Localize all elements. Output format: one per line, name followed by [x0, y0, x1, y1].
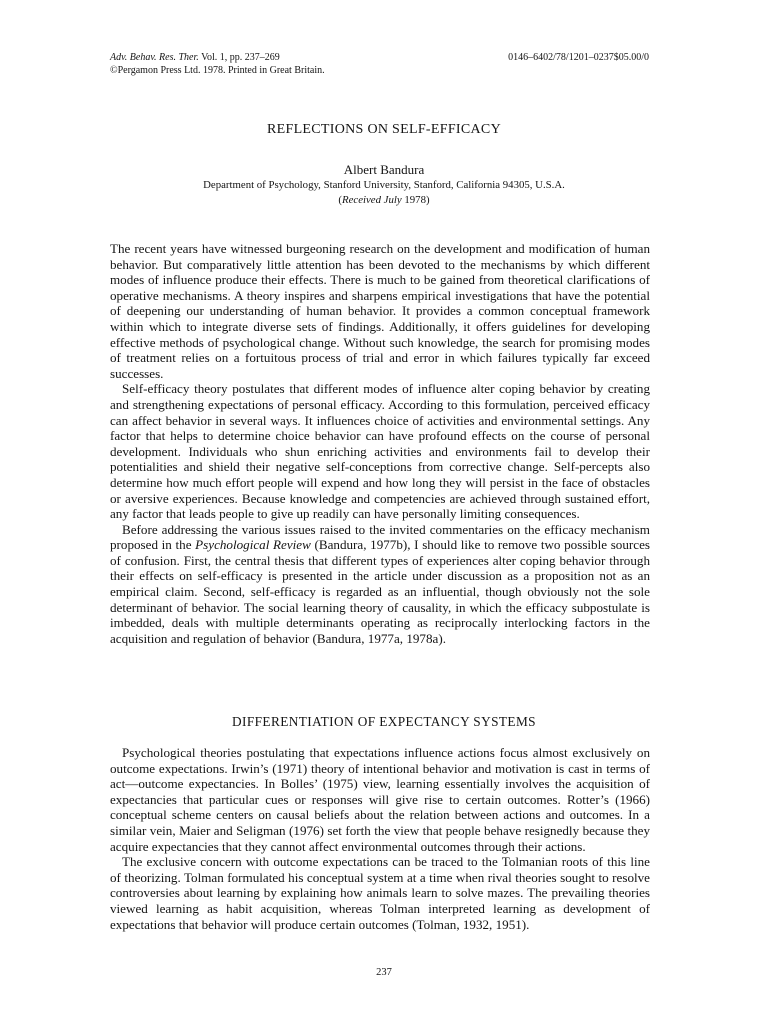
received-date: (Received July 1978)	[338, 194, 430, 206]
intro-paragraph-2: Self-efficacy theory postulates that different modes of influence alter coping behavior by creating and strengthening expectations of personal efficacy. According to this formulation, perceived efficacy can affect behavior in several ways. It influences choice of activities and environmental settings. Any factor that helps to determine choice behavior can have profound effects on the course of personal development. Individuals who shun enriching activities and environments fail to develop their potentialities and shield their negative self-conceptions from corrective change. Self-percepts also determine how much effort people will expend and how long they will persist in the face of obstacles or aversive experiences. Because knowledge and competencies are achieved through sustained effort, any factor that leads people to give up readily can have personally limiting consequences.	[110, 381, 650, 522]
article-code: 0146–6402/78/1201–0237$05.00/0	[508, 52, 649, 63]
section-heading: DIFFERENTIATION OF EXPECTANCY SYSTEMS	[232, 714, 536, 729]
section-paragraph-1: Psychological theories postulating that expectations influence actions focus almost exclusively on outcome expectations. Irwin’s (1971) theory of intentional behavior and motivation is cast in terms of act—outcome expectancies. In Bolles’ (1975) view, learning essentially involves the acquisition of expectancies that particular cues or responses will give rise to certain outcomes. Rotter’s (1966) conceptual scheme centers on causal beliefs about the relation between actions and outcomes. In a similar vein, Maier and Seligman (1976) set forth the view that people behave resignedly because they acquire expectancies that they cannot affect environmental outcomes through their actions.	[110, 745, 650, 854]
expectancy-section	[110, 745, 650, 932]
section-paragraph-2: The exclusive concern with outcome expectations can be traced to the Tolmanian roots of this line of theorizing. Tolman formulated his conceptual system at a time when rival theories sought to resolve controversies about learning by explaining how animals learn to solve mazes. The prevailing theories viewed learning as habit acquisition, whereas Tolman interpreted learning as development of expectations that behavior will produce certain outcomes (Tolman, 1932, 1951).	[110, 854, 650, 932]
intro-paragraph-1: The recent years have witnessed burgeoning research on the development and modification of human behavior. But comparatively little attention has been devoted to the mechanisms by which different modes of influence produce their effects. There is much to be gained from theoretical clarifications of operative mechanisms. A theory inspires and sharpens empirical investigations that have the potential of deepening our understanding of human behavior. It provides a common conceptual framework within which to integrate diverse sets of findings. Additionally, it offers guidelines for developing effective methods of psychological change. Without such knowledge, the search for promising modes of treatment relies on a fortuitous process of trial and error in which failures typically far exceed successes.	[110, 241, 650, 381]
journal-abbrev: Adv. Behav. Res. Ther.	[110, 52, 199, 63]
intro-section	[110, 241, 650, 646]
journal-citation	[110, 52, 325, 65]
author-name: Albert Bandura	[343, 162, 425, 177]
running-header-left	[110, 52, 325, 77]
copyright-line: ©Pergamon Press Ltd. 1978. Printed in Great Britain.	[110, 64, 325, 76]
intro-paragraph-3: Before addressing the various issues raised to the invited commentaries on the efficacy mechanism proposed in the Psychological Review (Bandura, 1977b), I should like to remove two possible sources of confusion. First, the central thesis that different types of experiences alter coping behavior through their effects on self-efficacy is presented in the article under discussion as a proposition not as an empirical claim. Second, self-efficacy is regarded as an influential, though obviously not the sole determinant of behavior. The social learning theory of causality, in which the efficacy subpostulate is imbedded, deals with multiple determinants operating as reciprocally interlocking factors in the acquisition and regulation of behavior (Bandura, 1977a, 1978a).	[110, 521, 650, 646]
journal-reference: Psychological Review	[195, 537, 311, 553]
received-year: 1978	[401, 194, 426, 206]
page-number: 237	[376, 967, 392, 978]
author-affiliation: Department of Psychology, Stanford University, Stanford, California 94305, U.S.A.	[203, 179, 565, 191]
volume-pages: Vol. 1, pp. 237–269	[198, 52, 280, 63]
received-label: Received July	[342, 194, 402, 206]
article-title: REFLECTIONS ON SELF-EFFICACY	[267, 122, 501, 137]
